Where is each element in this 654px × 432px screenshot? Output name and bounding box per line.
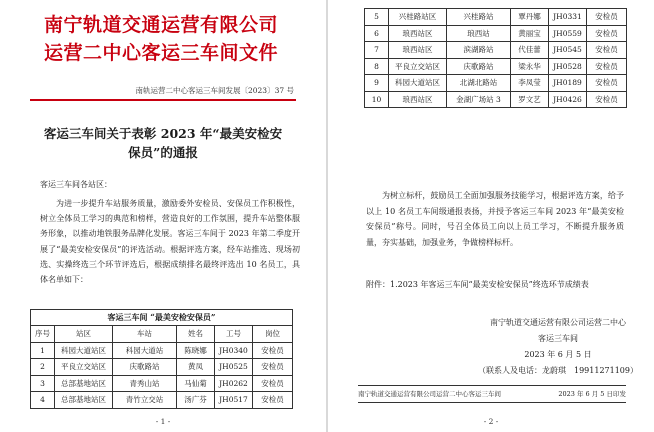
table-cell: 5	[365, 9, 389, 26]
table-cell: 罗文艺	[511, 91, 549, 108]
header-cell: 岗位	[253, 326, 293, 343]
header-cell: 站区	[55, 326, 113, 343]
table-cell: 青秀山站	[113, 375, 177, 392]
table-cell: 马仙菊	[177, 375, 215, 392]
table-cell: 汤广芬	[177, 392, 215, 409]
footer-rule-bottom	[358, 402, 626, 403]
table-cell: 平良立交站区	[55, 359, 113, 376]
table-cell: 安检员	[587, 75, 627, 92]
table-cell: 总部基地站区	[55, 392, 113, 409]
table-header-row	[31, 326, 293, 343]
table-cell: 兴桂路站	[447, 9, 511, 26]
table-cell: 10	[365, 91, 389, 108]
table-cell: 3	[31, 375, 55, 392]
table-cell: 李凤莹	[511, 75, 549, 92]
header-cell: 车站	[113, 326, 177, 343]
table-row	[365, 91, 627, 108]
table-cell: 总部基地站区	[55, 375, 113, 392]
table-cell: 青竹立交站	[113, 392, 177, 409]
table-row	[365, 42, 627, 59]
body-paragraph: 为进一步提升车站服务质量，激励委外安检员、安保员工作积极性，树立全体员工学习的典范和榜样，营造良好的工作氛围，提升车站整体服务形象，以推动地铁服务品牌化发展。客运三车间于 2023 年第二季度开展了“最美安检安保员”的评选活动。根据评选方案，经车站推选、现场初选、实操终选三个环节评选后，根据成绩排名最终评选出 10 名员工，具体名单如下：	[40, 199, 300, 285]
table-row	[365, 9, 627, 26]
table-cell: JH0189	[549, 75, 587, 92]
table-cell: 8	[365, 58, 389, 75]
red-divider	[30, 99, 296, 101]
table-cell: 9	[365, 75, 389, 92]
document-page-1	[0, 0, 326, 432]
table-cell: 安检员	[253, 342, 293, 359]
header-cell: 序号	[31, 326, 55, 343]
award-table-part-1	[30, 309, 293, 409]
table-cell: 安检员	[587, 9, 627, 26]
table-cell: 代佳蕾	[511, 42, 549, 59]
table-cell: JH0426	[549, 91, 587, 108]
table-cell: JH0545	[549, 42, 587, 59]
footer-rule-top	[358, 385, 626, 386]
table-cell: 安检员	[587, 91, 627, 108]
signoff-org-line-2: 客运三车间	[538, 334, 578, 343]
table-cell: JH0340	[215, 342, 253, 359]
table-cell: 7	[365, 42, 389, 59]
table-cell: 庆歌路站	[113, 359, 177, 376]
table-cell: 琅西站区	[389, 91, 447, 108]
table-row	[31, 375, 293, 392]
table-cell: 安检员	[253, 375, 293, 392]
table-cell: 科园大道站区	[55, 342, 113, 359]
table-cell: JH0528	[549, 58, 587, 75]
signoff-contact: （联系人及电话：龙蔚琪 19911271109）	[478, 366, 638, 375]
page-number: - 2 -	[483, 417, 499, 426]
table-cell: 琅西站区	[389, 42, 447, 59]
table-cell: 安检员	[587, 58, 627, 75]
header-line-1: 南宁轨道交通运营有限公司	[43, 14, 278, 36]
table-cell: 6	[365, 25, 389, 42]
table-cell: JH0525	[215, 359, 253, 376]
table-cell: 4	[31, 392, 55, 409]
commendation-paragraph: 为树立标杆，鼓励员工全面加强服务技能学习，根据评选方案，给予以上 10 名员工车间级通报表扬，并授予客运三车间 2023 年“最美安检安保员”称号。同时，号召全体员工向以上员工学习，不断提升服务质量，夯实基础，加强业务，争做榜样标杆。	[366, 191, 624, 247]
table-row	[31, 342, 293, 359]
footer-issuance	[358, 389, 626, 398]
table-cell: 琅西站区	[389, 25, 447, 42]
table-row	[365, 75, 627, 92]
document-number: 南轨运营二中心客运三车间发展〔2023〕37 号	[135, 86, 294, 95]
attachment-note: 附件：1.2023 年客运三车间“最美安检安保员”终选环节成绩表	[366, 280, 589, 289]
table-cell: 庆歌路站	[447, 58, 511, 75]
header-cell: 姓名	[177, 326, 215, 343]
table-cell: 科园大道站	[113, 342, 177, 359]
table-cell: 科园大道站区	[389, 75, 447, 92]
signoff-date: 2023 年 6 月 5 日	[524, 350, 592, 359]
table-cell: JH0517	[215, 392, 253, 409]
table-cell: 2	[31, 359, 55, 376]
table-row	[365, 25, 627, 42]
table-cell: 兴桂路站区	[389, 9, 447, 26]
document-page-2	[328, 0, 654, 432]
table-cell: 梁永华	[511, 58, 549, 75]
table-cell: 安检员	[253, 392, 293, 409]
page-number: - 1 -	[155, 417, 171, 426]
table-row	[31, 392, 293, 409]
table-cell: JH0262	[215, 375, 253, 392]
table-cell: 北湖北路站	[447, 75, 511, 92]
table-cell: 安检员	[587, 25, 627, 42]
table-cell: 黄凤	[177, 359, 215, 376]
award-table-part-2	[364, 8, 627, 108]
document-title: 客运三车间关于表彰 2023 年“最美安检安保员”的通报	[43, 126, 283, 160]
signoff-org-line-1: 南宁轨道交通运营有限公司运营二中心	[490, 318, 626, 327]
table-cell: 滨湖路站	[447, 42, 511, 59]
table-cell: 金湖广场站 3	[447, 91, 511, 108]
table-cell: 安检员	[587, 42, 627, 59]
table-cell: 黄丽宝	[511, 25, 549, 42]
header-line-2: 运营二中心客运三车间文件	[43, 42, 278, 64]
table-cell: 覃丹娜	[511, 9, 549, 26]
signoff-block	[468, 315, 648, 379]
table-cell: 琅西站	[447, 25, 511, 42]
table-cell: 平良立交站区	[389, 58, 447, 75]
footer-issuer: 南宁轨道交通运营有限公司运营二中心客运三车间	[358, 390, 501, 398]
salutation: 客运三车间各站区：	[40, 180, 112, 189]
footer-date: 2023 年 6 月 5 日印发	[558, 390, 626, 398]
table-cell: 安检员	[253, 359, 293, 376]
table-cell: 陈晓娜	[177, 342, 215, 359]
table-row	[31, 359, 293, 376]
table-cell: 1	[31, 342, 55, 359]
table-cell: JH0559	[549, 25, 587, 42]
table-row	[365, 58, 627, 75]
table-cell: JH0331	[549, 9, 587, 26]
table-caption: 客运三车间 “最美安检安保员”	[30, 309, 293, 325]
header-cell: 工号	[215, 326, 253, 343]
